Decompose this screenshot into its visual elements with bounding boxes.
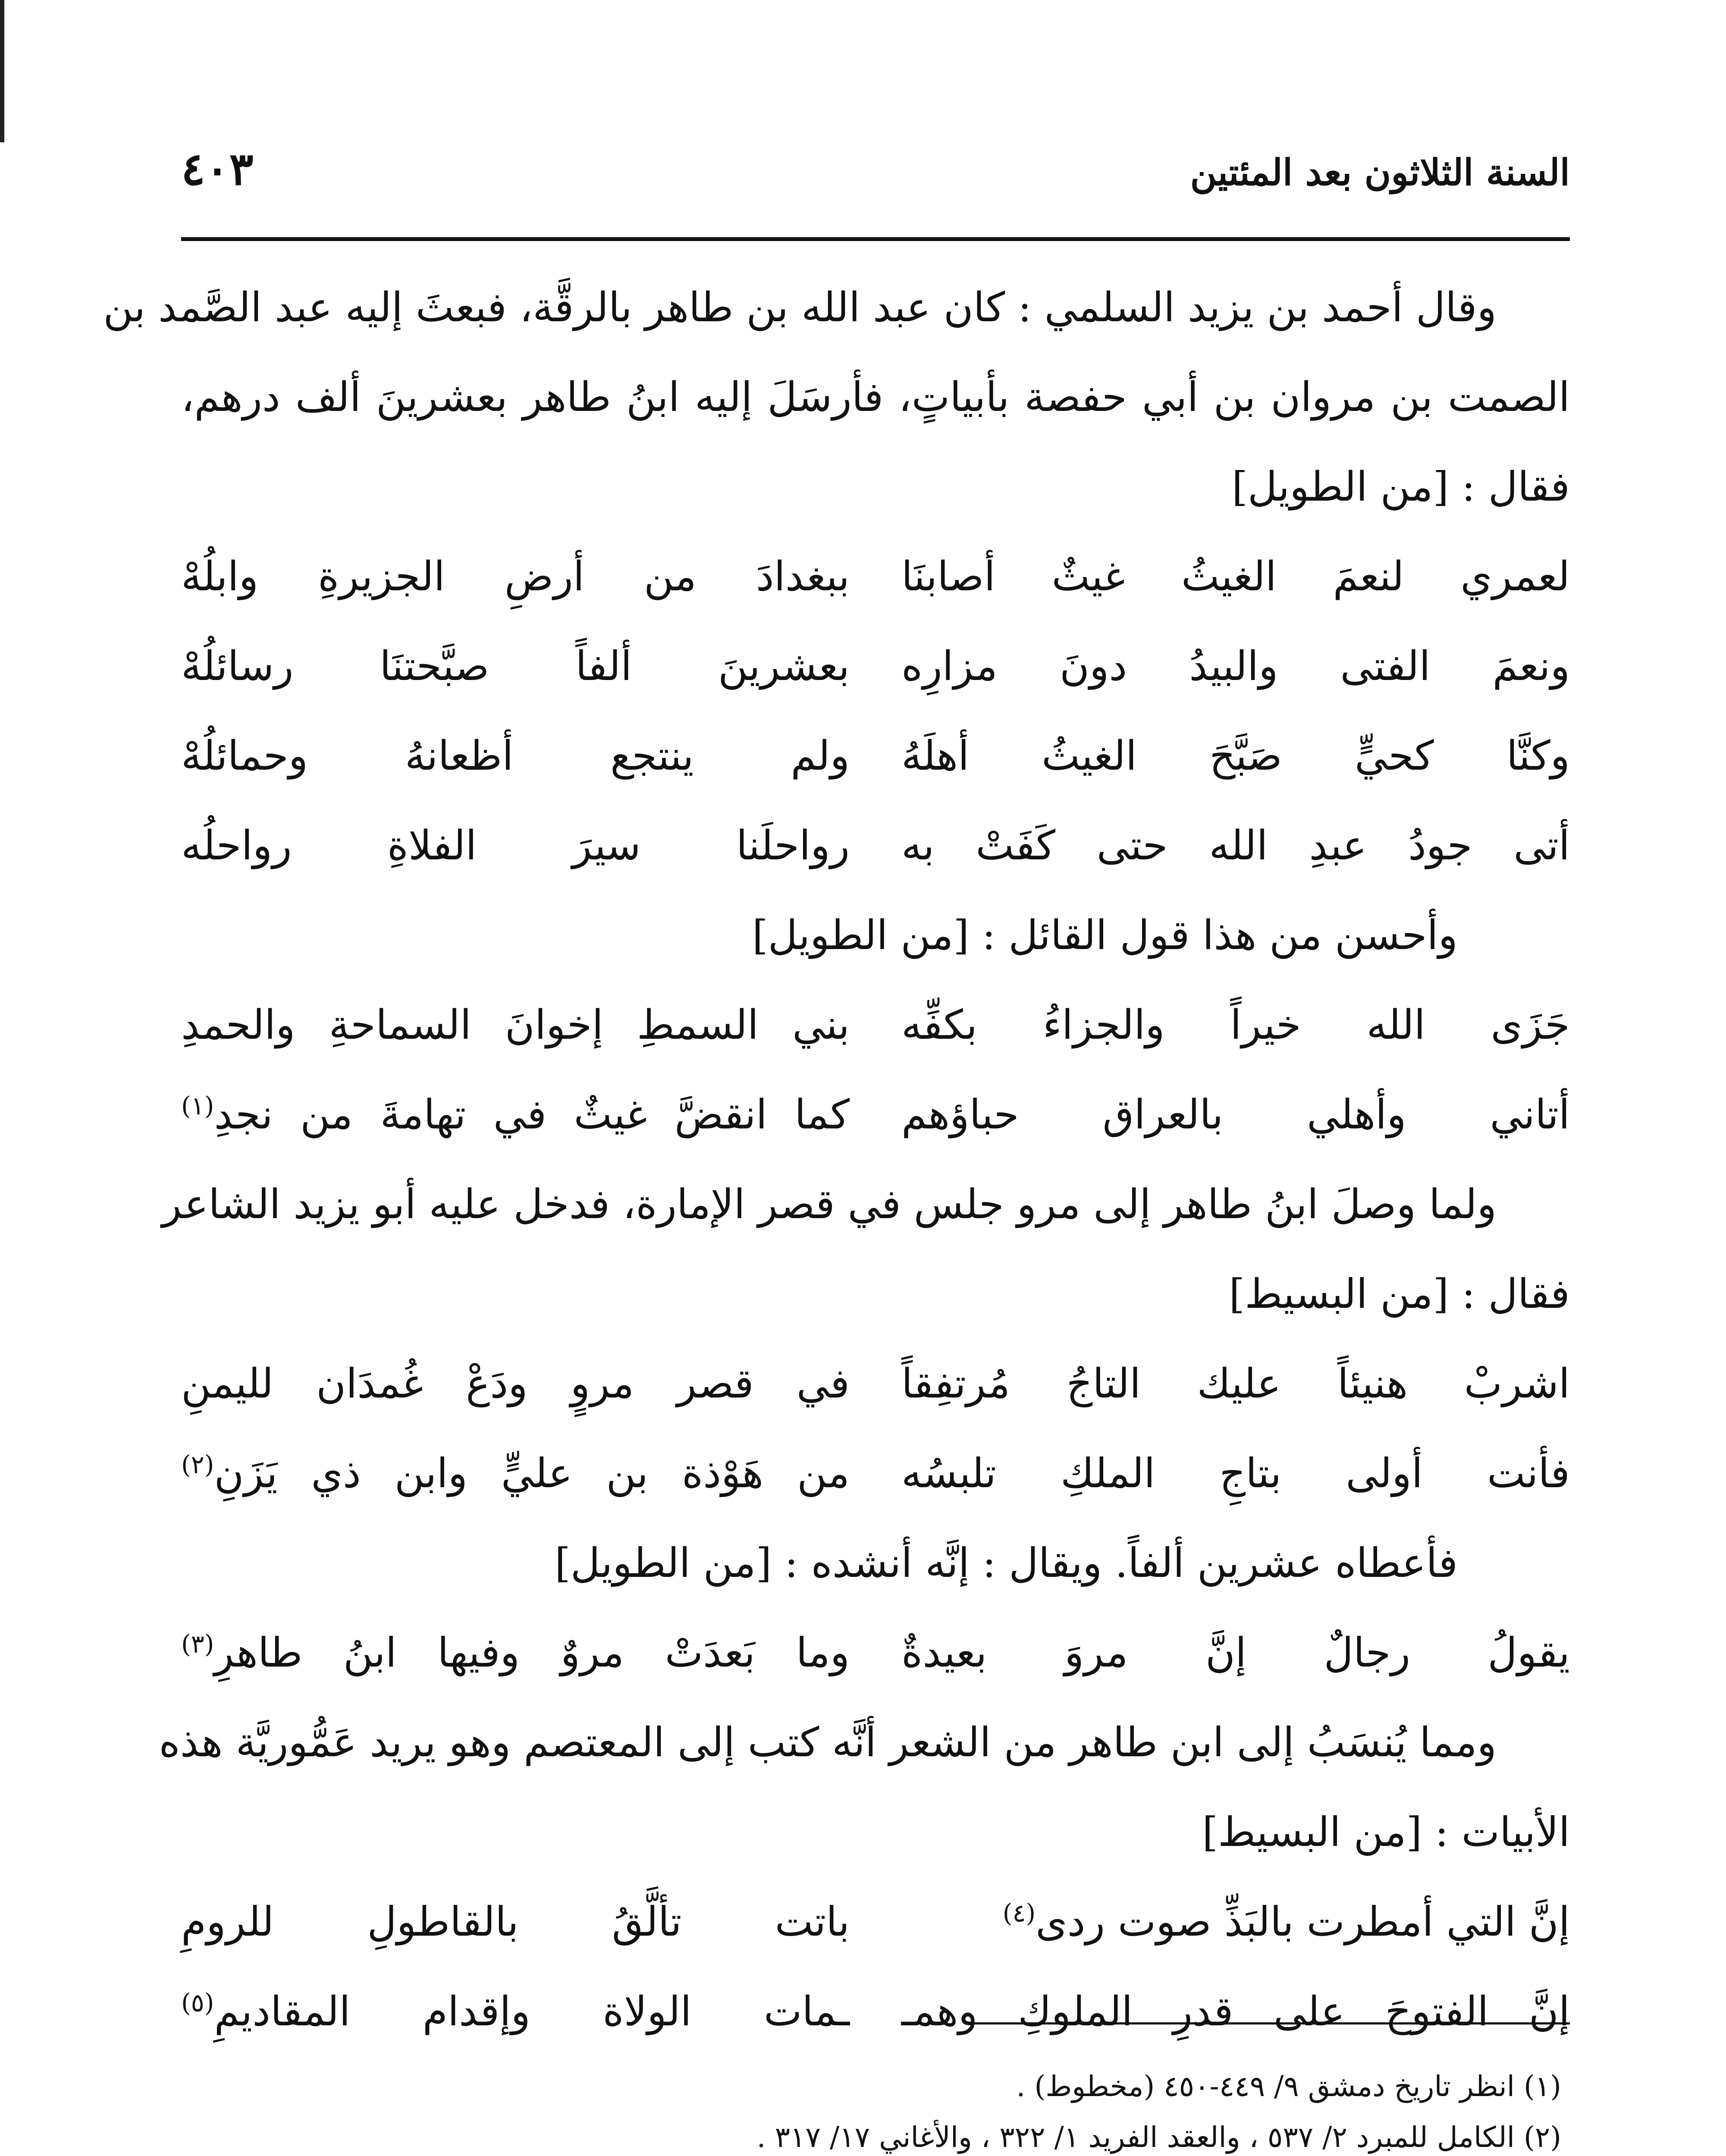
verse-line — [181, 711, 1570, 801]
footnotes — [181, 2061, 1561, 2156]
paragraph-line: الصمت بن مروان بن أبي حفصة بأبياتٍ، فأرسَلَ إليه ابنُ طاهر بعشرينَ ألف درهم، — [181, 374, 1570, 421]
verse-first-hemistich: أتاني وأهلي بالعراق حباؤهم — [901, 1091, 1570, 1138]
verse-second-hemistich: ولم ينتجع أظعانهُ وحمائلُهْ — [181, 733, 850, 780]
verse-line — [181, 1877, 1570, 1967]
verse-second-hemistich — [181, 1967, 850, 2057]
paragraph-line: الأبيات : [من البسيط] — [1202, 1809, 1570, 1856]
verse-first-hemistich: لعمري لنعمَ الغيثُ غيثٌ أصابنَا — [901, 553, 1570, 600]
hemistich-text: ـمات الولاة وإقدام المقاديمِ — [214, 1988, 850, 2035]
verse-second-hemistich — [181, 1429, 850, 1519]
running-title: السنة الثلاثون بعد المئتين — [1190, 151, 1570, 194]
verse-second-hemistich — [181, 1877, 850, 1967]
verse-second-hemistich — [181, 981, 850, 1070]
verse-line — [181, 532, 1570, 622]
book-page — [103, 108, 1570, 2156]
verse-first-hemistich: اشربْ هنيئاً عليك التاجُ مُرتفِقاً — [901, 1360, 1570, 1407]
footnote-ref[interactable]: (٥) — [181, 1988, 214, 2018]
footnote-rule — [966, 2022, 1570, 2024]
verse-second-hemistich: رواحلَنا سيرَ الفلاةِ رواحلُه — [181, 822, 850, 869]
header-rule — [181, 237, 1570, 241]
verse-second-hemistich: بعشرينَ ألفاً صبَّحتنَا رسائلُهْ — [181, 643, 850, 690]
verse-first-hemistich: يقولُ رجالٌ إنَّ مروَ بعيدةٌ — [901, 1630, 1570, 1677]
verse-second-hemistich — [181, 1608, 850, 1698]
verse-second-hemistich — [181, 1070, 850, 1160]
paragraph-line: فقال : [من البسيط] — [1229, 1271, 1570, 1318]
hemistich-text: باتت تألَّقُ بالقاطولِ للرومِ — [181, 1899, 850, 1946]
verse-line — [181, 1608, 1570, 1698]
verse-intro: فأعطاه عشرين ألفاً. ويقال : إنَّه أنشده : [من الطويل] — [555, 1540, 1458, 1587]
footnote-ref[interactable]: (٣) — [181, 1629, 214, 1659]
hemistich-text: إنَّ التي أمطرت بالبَذِّ صوت ردى — [1036, 1899, 1570, 1946]
verse-first-hemistich: أتى جودُ عبدِ الله حتى كَفَتْ به — [901, 822, 1570, 869]
verse-line — [181, 1967, 1570, 2057]
hemistich-text: وما بَعدَتْ مروٌ وفيها ابنُ طاهرِ — [214, 1630, 850, 1677]
verse-second-hemistich — [181, 1339, 850, 1429]
verse-first-hemistich: وكنَّا كحيٍّ صَبَّحَ الغيثُ أهلَهُ — [901, 733, 1570, 780]
footnote-ref[interactable]: (١) — [181, 1091, 214, 1121]
page-number: ٤٠٣ — [181, 142, 254, 195]
verse-second-hemistich: ببغدادَ من أرضِ الجزيرةِ وابلُهْ — [181, 553, 850, 600]
hemistich-text: في قصر مروٍ ودَعْ غُمدَان لليمنِ — [181, 1360, 850, 1407]
verse-first-hemistich: ونعمَ الفتى والبيدُ دونَ مزارِه — [901, 643, 1570, 690]
footnote: (١) انظر تاريخ دمشق ٩/ ٤٤٩-٤٥٠ (مخطوط) . — [1016, 2070, 1561, 2103]
verse-line — [181, 622, 1570, 711]
page-body — [103, 263, 1570, 2057]
verse-first-hemistich: فأنت أولى بتاجِ الملكِ تلبسُه — [901, 1450, 1570, 1497]
verse-first-hemistich: إنَّ الفتوحَ على قدرِ الملوكِ وهمـ — [901, 1988, 1570, 2035]
verse-line — [181, 981, 1570, 1070]
verse-line — [181, 1070, 1570, 1160]
paragraph-line: فقال : [من الطويل] — [1232, 464, 1570, 511]
verse-line — [181, 1339, 1570, 1429]
paragraph-line: ولما وصلَ ابنُ طاهر إلى مرو جلس في قصر الإمارة، فدخل عليه أبو يزيد الشاعر — [162, 1181, 1497, 1228]
verse-intro: وأحسن من هذا قول القائل : [من الطويل] — [752, 912, 1458, 959]
page-header — [181, 142, 1570, 220]
footnote-ref[interactable]: (٤) — [1002, 1898, 1036, 1928]
verse-first-hemistich — [1003, 1877, 1570, 1967]
paragraph-line: وقال أحمد بن يزيد السلمي : كان عبد الله بن طاهر بالرقَّة، فبعثَ إليه عبد الصَّمد بن — [103, 284, 1497, 331]
verse-line — [181, 1429, 1570, 1519]
footnote-ref[interactable]: (٢) — [181, 1450, 214, 1479]
paragraph-line: ومما يُنسَبُ إلى ابن طاهر من الشعر أنَّه كتب إلى المعتصم وهو يريد عَمُّوريَّة هذه — [159, 1719, 1497, 1766]
hemistich-text: بني السمطِ إخوانَ السماحةِ والحمدِ — [181, 1002, 850, 1049]
page-edge-mark — [0, 0, 4, 142]
verse-first-hemistich: جَزَى الله خيراً والجزاءُ بكفِّه — [901, 1002, 1570, 1049]
hemistich-text: من هَوْذة بن عليٍّ وابن ذي يَزَنِ — [214, 1450, 850, 1497]
footnote: (٢) الكامل للمبرد ٢/ ٥٣٧ ، والعقد الفريد ١/ ٣٢٢ ، والأغاني ١٧/ ٣١٧ . — [756, 2121, 1561, 2154]
hemistich-text: كما انقضَّ غيثٌ في تهامةَ من نجدِ — [214, 1091, 850, 1138]
verse-line — [181, 801, 1570, 891]
